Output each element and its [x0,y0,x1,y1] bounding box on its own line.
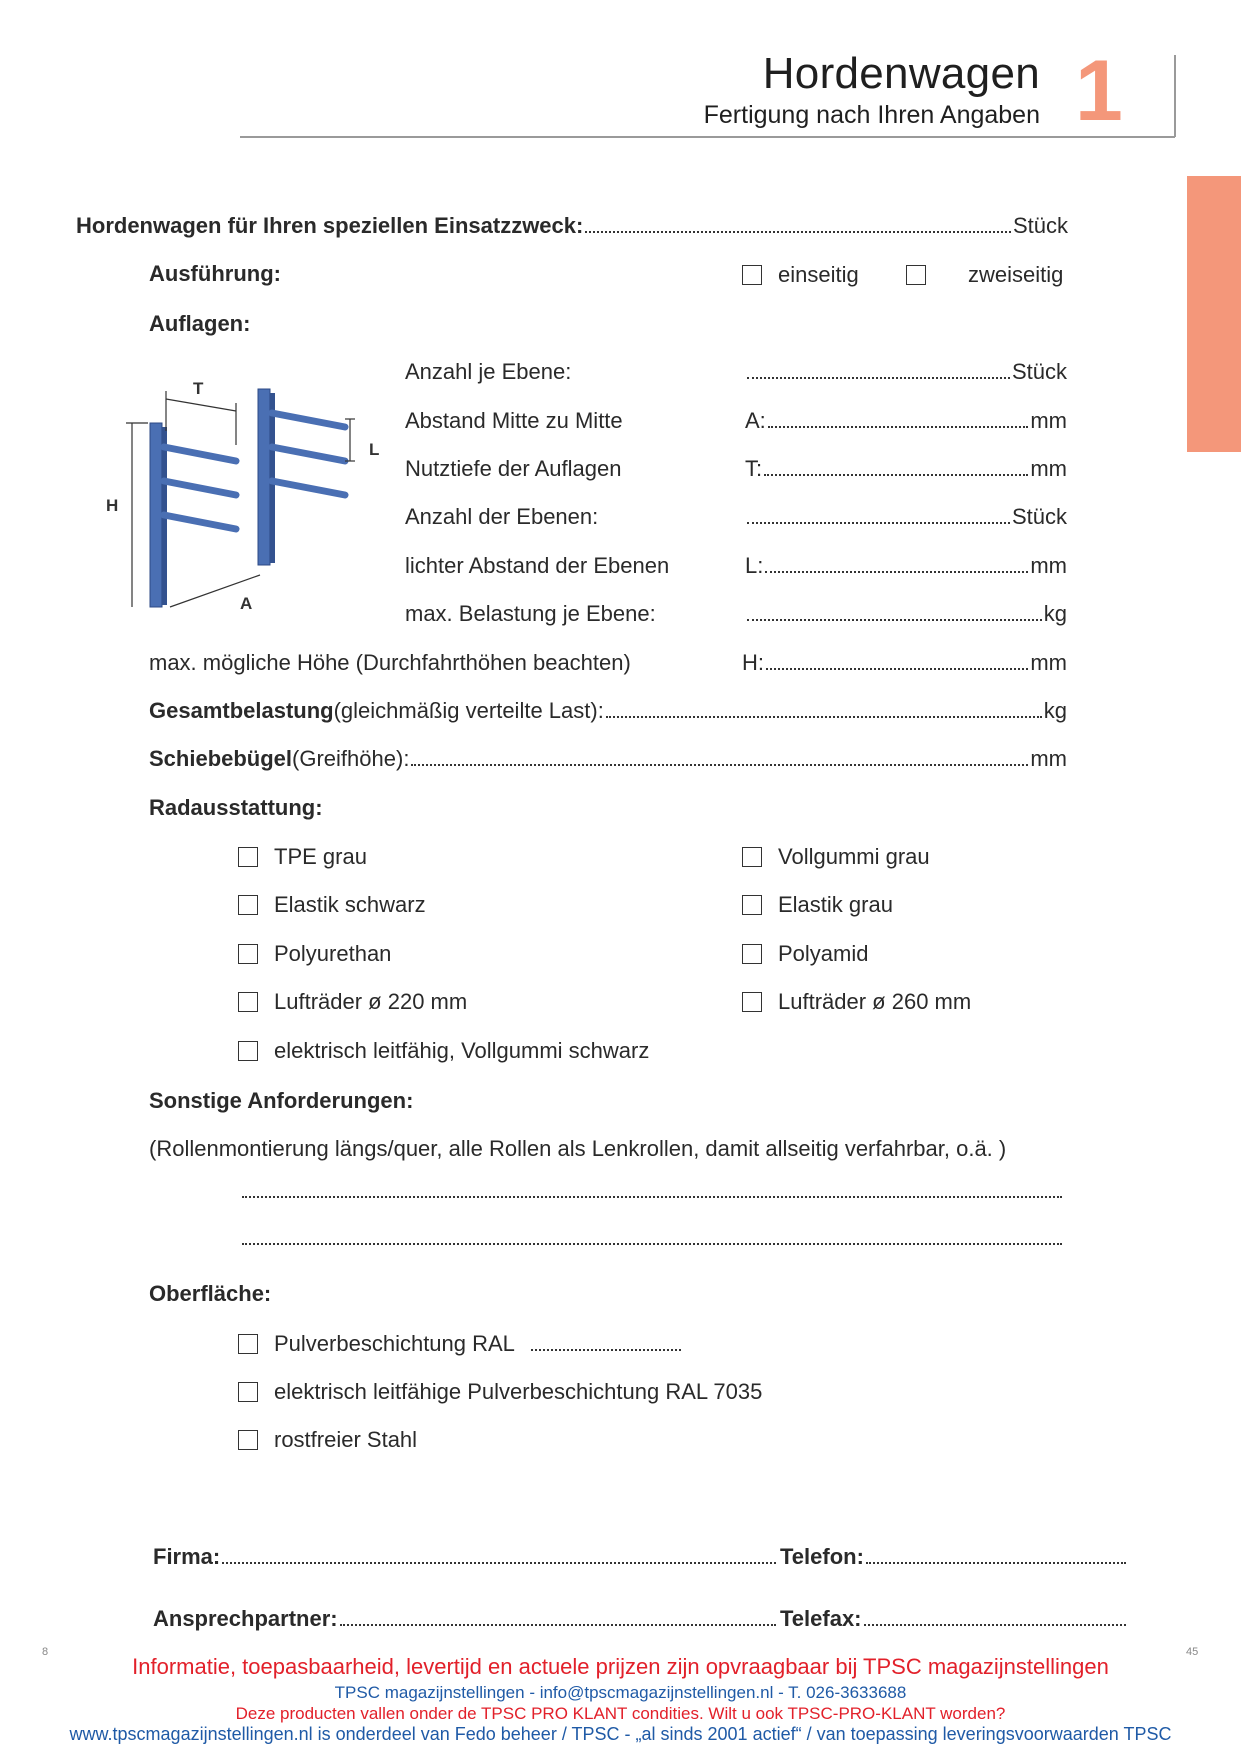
option-luftraeder-260[interactable] [742,988,971,1016]
field-dots [864,1624,1126,1626]
field-unit: mm [1030,553,1067,578]
radausstattung-label: Radausstattung: [149,795,323,820]
header-divider [240,136,1175,138]
option-elektrisch-leitfaehig[interactable] [238,1037,649,1065]
page-number-right: 45 [1186,1646,1199,1658]
option-label: Elastik schwarz [274,892,426,917]
field-nutztiefe[interactable] [745,455,1067,483]
sonstige-line-2[interactable] [242,1243,1062,1245]
field-anzahl-je-ebene[interactable] [745,358,1067,386]
checkbox[interactable] [742,895,762,915]
field-dots [766,668,1028,670]
option-zweiseitig-label: zweiseitig [968,262,1064,287]
field-max-belastung-label: max. Belastung je Ebene: [405,601,656,626]
checkbox[interactable] [238,1041,258,1061]
option-label: TPE grau [274,844,367,869]
field-dots [747,619,1042,621]
gesamt-label-rest: (gleichmäßig verteilte Last): [333,698,604,723]
gesamt-label: Gesamtbelastung [149,698,334,723]
option-label: Pulverbeschichtung RAL [274,1331,515,1356]
option-elastik-grau[interactable] [742,891,893,919]
field-unit: kg [1043,601,1067,626]
option-einseitig-label: einseitig [778,262,859,287]
checkbox[interactable] [238,992,258,1012]
checkbox[interactable] [238,944,258,964]
option-elastik-schwarz[interactable] [238,891,426,919]
field-dots [606,716,1042,718]
field-telefon[interactable] [780,1543,1128,1571]
intro-quantity-field[interactable] [76,212,1068,240]
field-telefax[interactable] [780,1605,1128,1633]
checkbox-zweiseitig[interactable] [906,265,926,285]
field-unit: Stück [1011,359,1067,384]
header-vertical-divider [1174,55,1176,137]
auflagen-label: Auflagen: [149,311,251,336]
footer-line-3: Deze producten vallen onder de TPSC PRO KLANT condities. Wilt u ook TPSC-PRO-KLANT worden? [235,1704,1006,1723]
checkbox[interactable] [238,1430,258,1450]
field-dots [411,764,1028,766]
schiebe-label-rest: (Greifhöhe): [292,746,410,771]
checkbox[interactable] [238,1334,258,1354]
field-nutztiefe-label: Nutztiefe der Auflagen [405,456,622,481]
footer-line-2: TPSC magazijnstellingen - info@tpscmagazijnstellingen.nl - T. 026-3633688 [334,1683,907,1702]
diagram-label-a: A [240,594,253,613]
checkbox[interactable] [238,847,258,867]
option-pulverbeschichtung[interactable] [238,1330,681,1358]
firma-label: Firma: [153,1544,221,1569]
field-abstand-label: Abstand Mitte zu Mitte [405,408,623,433]
field-anzahl-ebenen[interactable] [745,503,1067,531]
page-number-left: 8 [42,1646,49,1658]
field-unit: mm [1030,456,1067,481]
field-dots [747,522,1010,524]
checkbox[interactable] [742,944,762,964]
option-vollgummi-grau[interactable] [742,843,930,871]
field-prefix: A: [745,408,766,433]
field-dots [866,1562,1126,1564]
field-schiebebuegel[interactable] [149,745,1067,773]
sonstige-label: Sonstige Anforderungen: [149,1088,414,1113]
field-gesamtbelastung[interactable] [149,697,1067,725]
field-unit: kg [1043,698,1067,723]
option-label: Vollgummi grau [778,844,930,869]
chapter-number: 1 [1075,43,1123,139]
shelf-diagram [100,375,400,615]
checkbox[interactable] [238,1382,258,1402]
option-luftraeder-220[interactable] [238,988,467,1016]
field-unit: mm [1030,746,1067,771]
field-dots [764,474,1028,476]
field-hoehe-label: max. mögliche Höhe (Durchfahrthöhen beachten) [149,650,631,675]
field-max-belastung[interactable] [745,600,1067,628]
ral-dots[interactable] [531,1349,681,1351]
field-abstand[interactable] [745,407,1067,435]
field-hoehe[interactable] [742,649,1067,677]
option-label: Lufträder ø 220 mm [274,989,468,1014]
option-einseitig[interactable] [742,261,859,289]
checkbox[interactable] [742,992,762,1012]
option-rostfreier-stahl[interactable] [238,1426,417,1454]
option-label: Polyurethan [274,941,392,966]
diagram-label-t: T [193,379,204,398]
field-anzahl-je-ebene-label: Anzahl je Ebene: [405,359,572,384]
footer-line-4: www.tpscmagazijnstellingen.nl is onderdeel van Fedo beheer / TPSC - „al sinds 2001 actief“ / van toepassing leveringsvoorwaarden TPSC [69,1724,1172,1744]
telefon-label: Telefon: [780,1544,864,1569]
ausfuehrung-label: Ausführung: [149,261,281,286]
field-dots [340,1624,776,1626]
ansprech-label: Ansprechpartner: [153,1606,338,1631]
field-lichter-abstand[interactable] [745,552,1067,580]
diagram-label-h: H [106,496,119,515]
option-label: rostfreier Stahl [274,1427,418,1452]
option-label: Elastik grau [778,892,893,917]
option-zweiseitig[interactable] [906,261,1063,289]
intro-label: Hordenwagen für Ihren speziellen Einsatzzweck: [76,213,584,238]
option-polyamid[interactable] [742,940,868,968]
telefax-label: Telefax: [780,1606,862,1631]
page-title: Hordenwagen [762,49,1040,98]
field-prefix: H: [742,650,764,675]
checkbox[interactable] [238,895,258,915]
oberflaeche-label: Oberfläche: [149,1281,272,1306]
footer-line-1: Informatie, toepasbaarheid, levertijd en actuele prijzen zijn opvraagbaar bij TPSC magazijnstellingen [132,1654,1109,1679]
field-prefix: L: [745,553,764,578]
option-label: elektrisch leitfähig, Vollgummi schwarz [274,1038,650,1063]
field-dots [747,377,1010,379]
option-label: Lufträder ø 260 mm [778,989,972,1014]
option-label: Polyamid [778,941,869,966]
field-ansprechpartner[interactable] [153,1605,778,1633]
sonstige-line-1[interactable] [242,1196,1062,1198]
side-tab-marker [1187,176,1241,452]
intro-unit: Stück [1012,213,1068,238]
field-unit: mm [1030,650,1067,675]
checkbox[interactable] [742,847,762,867]
field-dots [768,426,1029,428]
diagram-label-l: L [369,440,380,459]
field-unit: Stück [1011,504,1067,529]
intro-dots [585,231,1011,233]
page-subtitle: Fertigung nach Ihren Angaben [703,101,1040,129]
field-unit: mm [1030,408,1067,433]
diagram-rack [150,389,345,607]
field-anzahl-ebenen-label: Anzahl der Ebenen: [405,504,599,529]
field-dots [765,571,1028,573]
field-lichter-abstand-label: lichter Abstand der Ebenen [405,553,670,578]
field-prefix: T: [745,456,763,481]
sonstige-hint: (Rollenmontierung längs/quer, alle Rollen als Lenkrollen, damit allseitig verfahrbar, o.ä. ) [149,1136,1007,1161]
option-polyurethan[interactable] [238,940,391,968]
option-label: elektrisch leitfähige Pulverbeschichtung RAL 7035 [274,1379,763,1404]
checkbox-einseitig[interactable] [742,265,762,285]
option-tpe-grau[interactable] [238,843,367,871]
schiebe-label: Schiebebügel [149,746,293,771]
option-elektrisch-pulver[interactable] [238,1378,762,1406]
field-dots [222,1562,776,1564]
field-firma[interactable] [153,1543,778,1571]
